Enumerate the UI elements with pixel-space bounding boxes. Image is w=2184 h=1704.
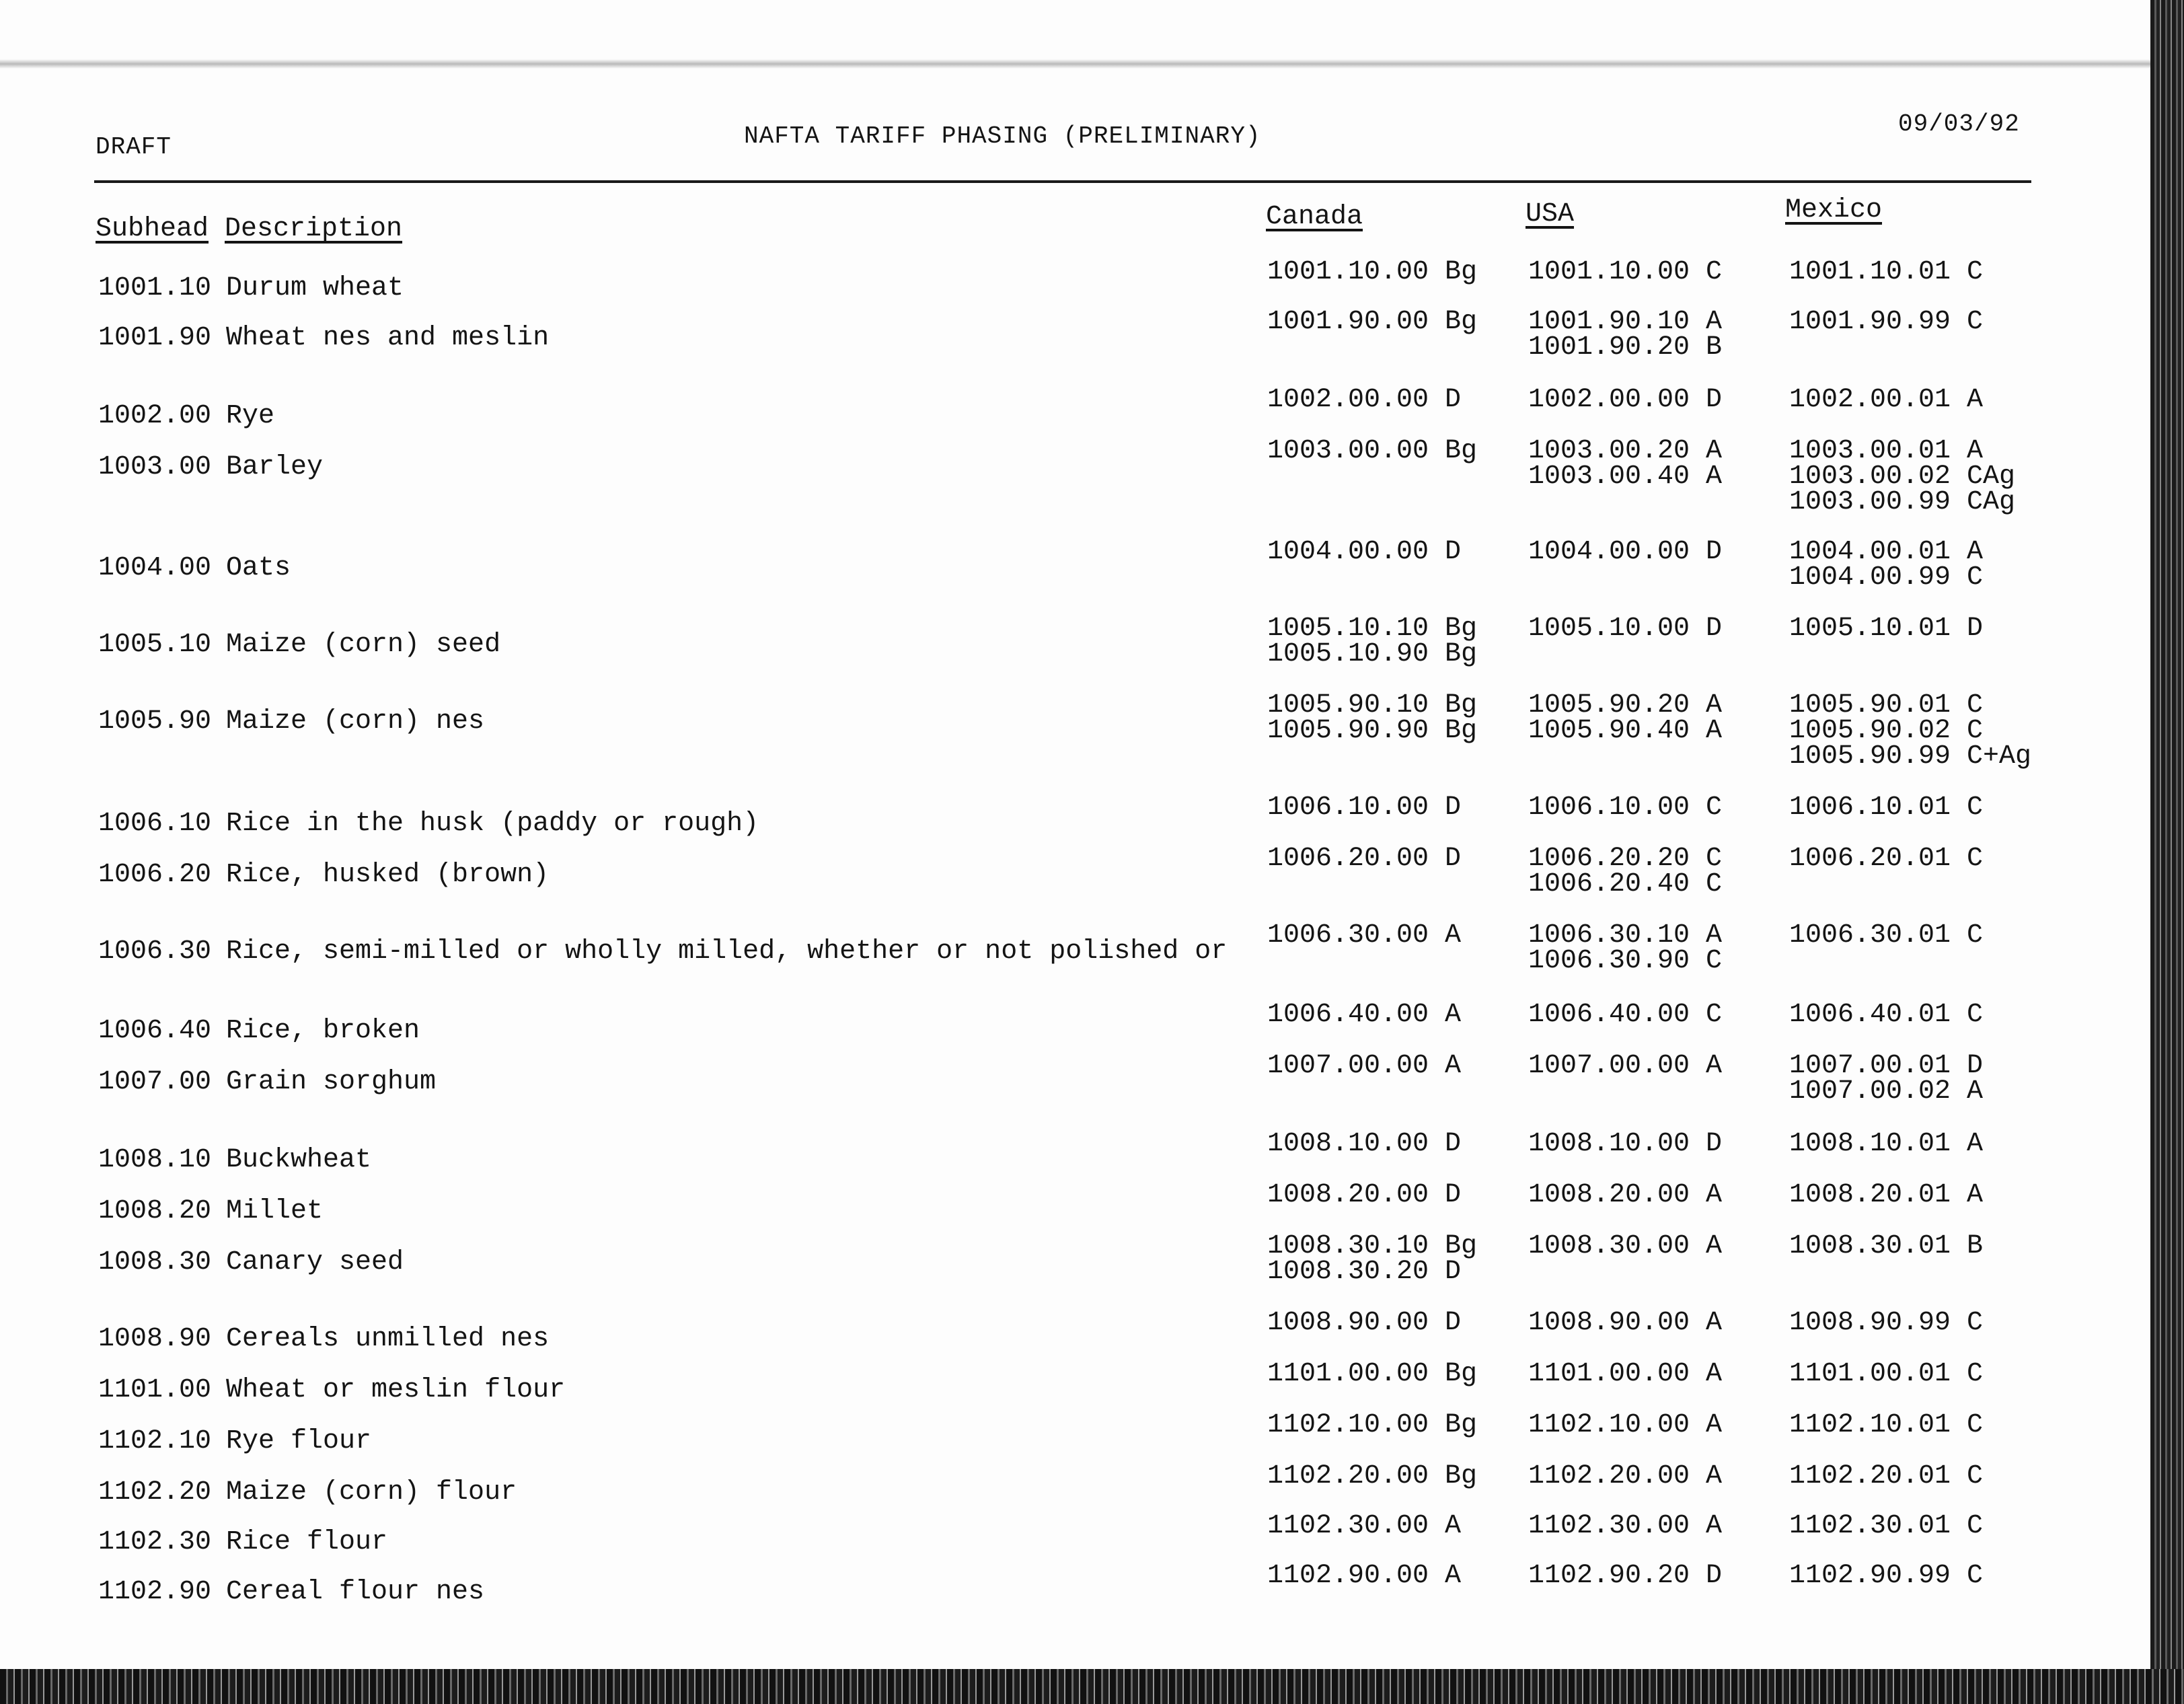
row-canada-codes: [1267, 436, 1478, 466]
row-description: Rice, husked (brown): [226, 860, 550, 890]
row-canada-codes: [1267, 1359, 1478, 1389]
row-canada-codes: [1267, 1511, 1462, 1541]
canada-tariff-code: 1102.90.00 A: [1267, 1561, 1462, 1591]
row-usa-codes: [1528, 1053, 1722, 1079]
canada-tariff-code: 1006.40.00 A: [1267, 1000, 1462, 1030]
mexico-tariff-code: 1006.10.01 C: [1789, 792, 1984, 823]
row-description: Rice in the husk (paddy or rough): [226, 809, 759, 839]
row-subhead: 1005.10: [98, 630, 212, 660]
row-mexico-codes: [1789, 1053, 1983, 1105]
row-mexico-codes: [1789, 1461, 1984, 1491]
usa-tariff-code: 1001.10.00 C: [1528, 257, 1723, 287]
usa-tariff-code: 1007.00.00 A: [1528, 1051, 1723, 1081]
row-mexico-codes: [1789, 920, 1984, 951]
row-subhead: 1008.10: [98, 1145, 212, 1175]
row-usa-codes: [1528, 690, 1723, 746]
canada-tariff-code: 1102.20.00 Bg: [1267, 1461, 1478, 1491]
row-mexico-codes: [1789, 616, 1983, 642]
row-mexico-codes: [1789, 309, 1983, 335]
document-date: 09/03/92: [1898, 110, 2020, 138]
mexico-tariff-code: 1005.90.01 C: [1789, 690, 1984, 720]
row-canada-codes: [1267, 920, 1462, 951]
row-usa-codes: [1528, 309, 1722, 361]
row-mexico-codes: [1789, 537, 1984, 593]
canada-tariff-code: 1102.30.00 A: [1267, 1511, 1462, 1541]
row-description: Barley: [226, 452, 324, 482]
row-mexico-codes: [1789, 690, 2032, 772]
mexico-tariff-code: 1001.10.01 C: [1789, 257, 1984, 287]
mexico-tariff-code: 1003.00.02 CAg: [1789, 461, 2016, 492]
row-canada-codes: [1267, 690, 1478, 746]
canada-tariff-code: 1001.10.00 Bg: [1267, 257, 1478, 287]
usa-tariff-code: 1008.30.00 A: [1528, 1231, 1723, 1261]
draft-label: DRAFT: [96, 133, 172, 161]
document-title: NAFTA TARIFF PHASING (PRELIMINARY): [744, 122, 1261, 150]
row-mexico-codes: [1789, 1231, 1984, 1261]
row-subhead: 1001.10: [98, 273, 212, 303]
canada-tariff-code: 1006.10.00 D: [1267, 792, 1462, 823]
row-canada-codes: [1267, 1461, 1478, 1491]
row-mexico-codes: [1789, 436, 2016, 517]
canada-tariff-code: 1008.20.00 D: [1267, 1180, 1462, 1210]
row-canada-codes: [1267, 309, 1477, 335]
row-usa-codes: [1528, 1002, 1722, 1028]
row-description: Rice, semi-milled or wholly milled, whether or not polished or: [226, 936, 1228, 967]
row-description: Oats: [226, 553, 291, 583]
row-mexico-codes: [1789, 1310, 1983, 1336]
row-mexico-codes: [1789, 1410, 1984, 1440]
row-canada-codes: [1267, 1231, 1478, 1287]
row-usa-codes: [1528, 920, 1723, 976]
usa-tariff-code: 1004.00.00 D: [1528, 537, 1723, 567]
mexico-tariff-code: 1001.90.99 C: [1789, 307, 1984, 337]
usa-tariff-code: 1005.10.00 D: [1528, 614, 1723, 644]
row-subhead: 1001.90: [98, 323, 212, 353]
canada-tariff-code: 1008.90.00 D: [1267, 1308, 1462, 1338]
usa-tariff-code: 1006.30.10 A: [1528, 920, 1723, 951]
mexico-tariff-code: 1003.00.01 A: [1789, 436, 1984, 466]
canada-tariff-code: 1005.90.10 Bg: [1267, 690, 1478, 720]
row-description: Cereals unmilled nes: [226, 1324, 550, 1354]
mexico-tariff-code: 1005.90.99 C+Ag: [1789, 741, 2032, 772]
row-mexico-codes: [1789, 1002, 1983, 1028]
row-description: Rice flour: [226, 1527, 388, 1557]
row-canada-codes: [1267, 616, 1477, 667]
usa-tariff-code: 1003.00.40 A: [1528, 461, 1723, 492]
row-usa-codes: [1528, 1231, 1723, 1261]
row-usa-codes: [1528, 436, 1723, 492]
row-subhead: 1007.00: [98, 1067, 212, 1097]
row-description: Rice, broken: [226, 1016, 420, 1046]
row-canada-codes: [1267, 792, 1462, 823]
mexico-tariff-code: 1005.10.01 D: [1789, 614, 1984, 644]
row-usa-codes: [1528, 616, 1722, 642]
canada-tariff-code: 1006.30.00 A: [1267, 920, 1462, 951]
mexico-tariff-code: 1003.00.99 CAg: [1789, 487, 2016, 517]
row-canada-codes: [1267, 1053, 1461, 1079]
mexico-tariff-code: 1006.30.01 C: [1789, 920, 1984, 951]
row-usa-codes: [1528, 387, 1722, 413]
canada-tariff-code: 1102.10.00 Bg: [1267, 1410, 1478, 1440]
row-usa-codes: [1528, 1410, 1723, 1440]
row-canada-codes: [1267, 1002, 1461, 1028]
canada-tariff-code: 1007.00.00 A: [1267, 1051, 1462, 1081]
usa-tariff-code: 1006.20.40 C: [1528, 869, 1723, 899]
mexico-tariff-code: 1102.10.01 C: [1789, 1410, 1984, 1440]
canada-tariff-code: 1005.10.10 Bg: [1267, 614, 1478, 644]
usa-tariff-code: 1008.90.00 A: [1528, 1308, 1723, 1338]
row-subhead: 1102.20: [98, 1477, 212, 1508]
column-header-subhead: Subhead: [96, 214, 209, 244]
row-canada-codes: [1267, 257, 1478, 287]
usa-tariff-code: 1001.90.10 A: [1528, 307, 1723, 337]
usa-tariff-code: 1008.20.00 A: [1528, 1180, 1723, 1210]
row-canada-codes: [1267, 1410, 1478, 1440]
row-mexico-codes: [1789, 1129, 1984, 1159]
row-canada-codes: [1267, 537, 1462, 567]
row-description: Wheat nes and meslin: [226, 323, 550, 353]
row-mexico-codes: [1789, 1563, 1983, 1589]
row-mexico-codes: [1789, 1180, 1984, 1210]
canada-tariff-code: 1002.00.00 D: [1267, 385, 1462, 415]
row-subhead: 1004.00: [98, 553, 212, 583]
row-description: Buckwheat: [226, 1145, 372, 1175]
row-usa-codes: [1528, 1563, 1722, 1589]
usa-tariff-code: 1003.00.20 A: [1528, 436, 1723, 466]
usa-tariff-code: 1008.10.00 D: [1528, 1129, 1723, 1159]
row-usa-codes: [1528, 1310, 1722, 1336]
mexico-tariff-code: 1101.00.01 C: [1789, 1359, 1984, 1389]
row-description: Maize (corn) flour: [226, 1477, 517, 1508]
row-subhead: 1102.10: [98, 1426, 212, 1456]
mexico-tariff-code: 1007.00.02 A: [1789, 1076, 1984, 1107]
usa-tariff-code: 1102.90.20 D: [1528, 1561, 1723, 1591]
mexico-tariff-code: 1005.90.02 C: [1789, 716, 1984, 746]
row-mexico-codes: [1789, 846, 1983, 872]
row-canada-codes: [1267, 1310, 1461, 1336]
row-description: Cereal flour nes: [226, 1577, 485, 1607]
mexico-tariff-code: 1102.90.99 C: [1789, 1561, 1984, 1591]
canada-tariff-code: 1005.90.90 Bg: [1267, 716, 1478, 746]
mexico-tariff-code: 1007.00.01 D: [1789, 1051, 1984, 1081]
row-subhead: 1002.00: [98, 401, 212, 431]
row-usa-codes: [1528, 1180, 1723, 1210]
column-header-canada: Canada: [1266, 202, 1363, 232]
usa-tariff-code: 1102.30.00 A: [1528, 1511, 1723, 1541]
row-mexico-codes: [1789, 1359, 1984, 1389]
canada-tariff-code: 1005.10.90 Bg: [1267, 639, 1478, 669]
row-usa-codes: [1528, 1461, 1723, 1491]
row-subhead: 1102.90: [98, 1577, 212, 1607]
row-description: Rye: [226, 401, 275, 431]
row-usa-codes: [1528, 846, 1722, 897]
row-subhead: 1006.40: [98, 1016, 212, 1046]
row-subhead: 1006.30: [98, 936, 212, 967]
row-mexico-codes: [1789, 792, 1984, 823]
row-usa-codes: [1528, 1511, 1723, 1541]
row-mexico-codes: [1789, 387, 1983, 413]
usa-tariff-code: 1102.20.00 A: [1528, 1461, 1723, 1491]
usa-tariff-code: 1006.40.00 C: [1528, 1000, 1723, 1030]
row-usa-codes: [1528, 1129, 1723, 1159]
row-subhead: 1102.30: [98, 1527, 212, 1557]
mexico-tariff-code: 1102.30.01 C: [1789, 1511, 1984, 1541]
row-canada-codes: [1267, 1563, 1461, 1589]
canada-tariff-code: 1101.00.00 Bg: [1267, 1359, 1478, 1389]
row-usa-codes: [1528, 537, 1723, 567]
row-mexico-codes: [1789, 257, 1984, 287]
usa-tariff-code: 1001.90.20 B: [1528, 332, 1723, 363]
row-subhead: 1008.30: [98, 1247, 212, 1277]
row-description: Canary seed: [226, 1247, 404, 1277]
usa-tariff-code: 1005.90.40 A: [1528, 716, 1723, 746]
row-subhead: 1005.90: [98, 706, 212, 737]
canada-tariff-code: 1003.00.00 Bg: [1267, 436, 1478, 466]
row-description: Maize (corn) seed: [226, 630, 501, 660]
mexico-tariff-code: 1008.20.01 A: [1789, 1180, 1984, 1210]
usa-tariff-code: 1006.10.00 C: [1528, 792, 1723, 823]
row-usa-codes: [1528, 1359, 1723, 1389]
column-header-usa: USA: [1526, 199, 1575, 229]
canada-tariff-code: 1001.90.00 Bg: [1267, 307, 1478, 337]
row-usa-codes: [1528, 792, 1723, 823]
canada-tariff-code: 1008.30.10 Bg: [1267, 1231, 1478, 1261]
mexico-tariff-code: 1002.00.01 A: [1789, 385, 1984, 415]
row-subhead: 1003.00: [98, 452, 212, 482]
usa-tariff-code: 1002.00.00 D: [1528, 385, 1723, 415]
row-subhead: 1006.10: [98, 809, 212, 839]
mexico-tariff-code: 1008.30.01 B: [1789, 1231, 1984, 1261]
row-description: Millet: [226, 1196, 324, 1226]
mexico-tariff-code: 1004.00.99 C: [1789, 562, 1984, 593]
mexico-tariff-code: 1008.90.99 C: [1789, 1308, 1984, 1338]
usa-tariff-code: 1101.00.00 A: [1528, 1359, 1723, 1389]
row-canada-codes: [1267, 387, 1461, 413]
row-canada-codes: [1267, 1180, 1462, 1210]
mexico-tariff-code: 1006.20.01 C: [1789, 844, 1984, 874]
row-usa-codes: [1528, 257, 1723, 287]
row-canada-codes: [1267, 846, 1461, 872]
usa-tariff-code: 1005.90.20 A: [1528, 690, 1723, 720]
row-subhead: 1008.90: [98, 1324, 212, 1354]
usa-tariff-code: 1102.10.00 A: [1528, 1410, 1723, 1440]
usa-tariff-code: 1006.30.90 C: [1528, 946, 1723, 976]
row-description: Maize (corn) nes: [226, 706, 485, 737]
row-description: Durum wheat: [226, 273, 404, 303]
column-header-mexico: Mexico: [1785, 195, 1883, 225]
canada-tariff-code: 1008.10.00 D: [1267, 1129, 1462, 1159]
row-subhead: 1006.20: [98, 860, 212, 890]
canada-tariff-code: 1006.20.00 D: [1267, 844, 1462, 874]
mexico-tariff-code: 1006.40.01 C: [1789, 1000, 1984, 1030]
row-description: Grain sorghum: [226, 1067, 437, 1097]
mexico-tariff-code: 1102.20.01 C: [1789, 1461, 1984, 1491]
row-subhead: 1101.00: [98, 1375, 212, 1405]
mexico-tariff-code: 1004.00.01 A: [1789, 537, 1984, 567]
row-subhead: 1008.20: [98, 1196, 212, 1226]
usa-tariff-code: 1006.20.20 C: [1528, 844, 1723, 874]
mexico-tariff-code: 1008.10.01 A: [1789, 1129, 1984, 1159]
row-canada-codes: [1267, 1129, 1462, 1159]
row-mexico-codes: [1789, 1511, 1984, 1541]
canada-tariff-code: 1004.00.00 D: [1267, 537, 1462, 567]
row-description: Wheat or meslin flour: [226, 1375, 566, 1405]
column-header-description: Description: [225, 214, 403, 244]
canada-tariff-code: 1008.30.20 D: [1267, 1257, 1462, 1287]
row-description: Rye flour: [226, 1426, 372, 1456]
